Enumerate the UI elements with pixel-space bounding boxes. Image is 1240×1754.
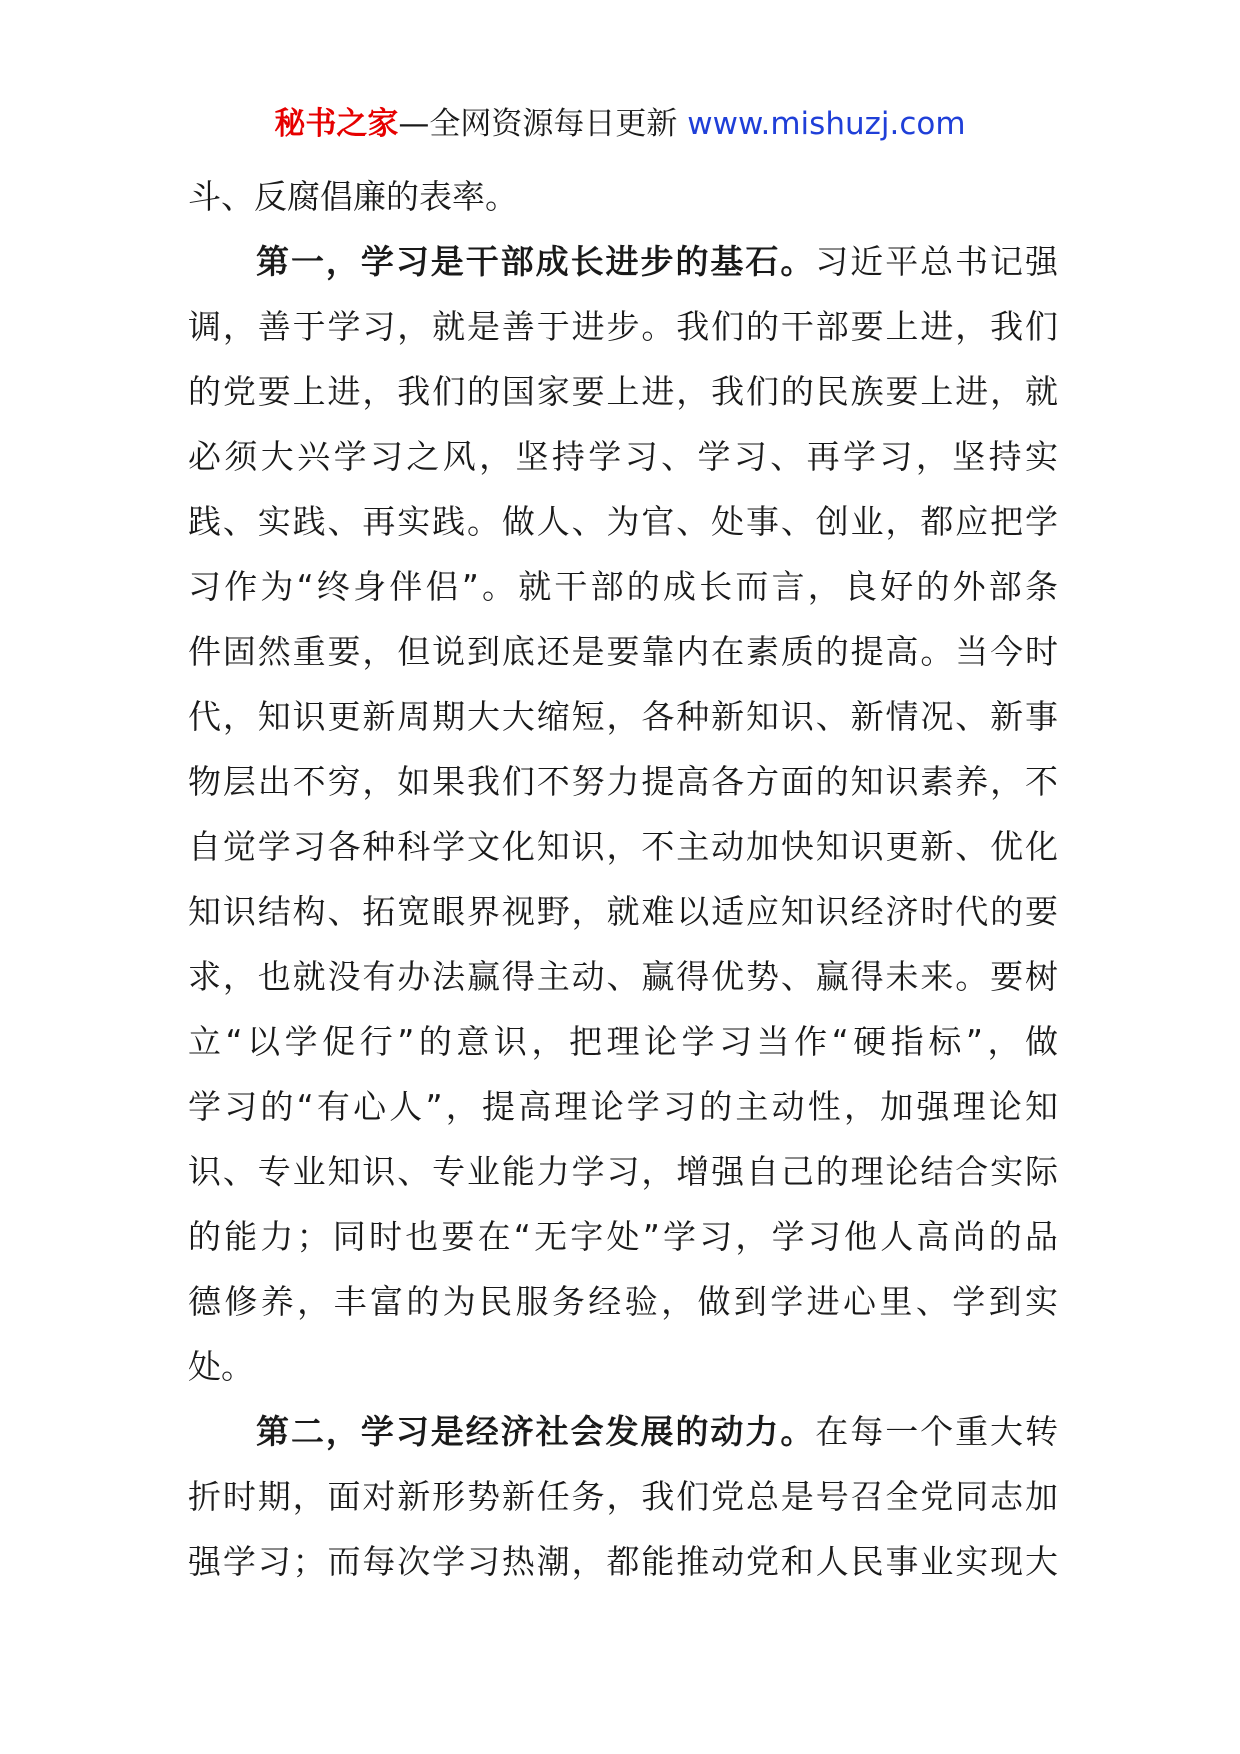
paragraph-line: 学习的“有心人”，提高理论学习的主动性，加强理论知: [188, 1087, 1058, 1126]
paragraph-line: 代，知识更新周期大大缩短，各种新知识、新情况、新事: [188, 697, 1058, 736]
paragraph-line: 知识结构、拓宽眼界视野，就难以适应知识经济时代的要: [188, 892, 1058, 931]
website-link[interactable]: www.mishuzj.com: [687, 106, 966, 142]
paragraph-line: 识、专业知识、专业能力学习，增强自己的理论结合实际: [188, 1152, 1058, 1191]
paragraph-line: 立“以学促行”的意识，把理论学习当作“硬指标”，做: [188, 1022, 1058, 1061]
watermark-header: [0, 104, 1240, 144]
paragraph-line: 第二，学习是经济社会发展的动力。在每一个重大转: [256, 1412, 1058, 1451]
document-body: [188, 164, 1058, 1594]
paragraph-line: 自觉学习各种科学文化知识，不主动加快知识更新、优化: [188, 827, 1058, 866]
paragraph-line: 求，也就没有办法赢得主动、赢得优势、赢得未来。要树: [188, 957, 1058, 996]
header-slogan: —全网资源每日更新: [398, 106, 688, 142]
brand-name: 秘书之家: [274, 106, 399, 142]
paragraph-line: 践、实践、再实践。做人、为官、处事、创业，都应把学: [188, 502, 1058, 541]
section-heading: 第二，学习是经济社会发展的动力。: [256, 1412, 816, 1451]
paragraph-line: 的能力；同时也要在“无字处”学习，学习他人高尚的品: [188, 1217, 1058, 1256]
paragraph-line: 第一，学习是干部成长进步的基石。习近平总书记强: [256, 242, 1058, 281]
paragraph-line: 物层出不穷，如果我们不努力提高各方面的知识素养，不: [188, 762, 1058, 801]
paragraph-line: 斗、反腐倡廉的表率。: [188, 177, 518, 216]
paragraph-line: 习作为“终身伴侣”。就干部的成长而言，良好的外部条: [188, 567, 1058, 606]
paragraph-line: 件固然重要，但说到底还是要靠内在素质的提高。当今时: [188, 632, 1058, 671]
paragraph-line: 德修养，丰富的为民服务经验，做到学进心里、学到实: [188, 1282, 1058, 1321]
paragraph-line: 的党要上进，我们的国家要上进，我们的民族要上进，就: [188, 372, 1058, 411]
paragraph-line: 强学习；而每次学习热潮，都能推动党和人民事业实现大: [188, 1542, 1058, 1581]
paragraph-line: 处。: [188, 1347, 254, 1386]
paragraph-line: 必须大兴学习之风，坚持学习、学习、再学习，坚持实: [188, 437, 1058, 476]
paragraph-line: 调，善于学习，就是善于进步。我们的干部要上进，我们: [188, 307, 1058, 346]
section-heading: 第一，学习是干部成长进步的基石。: [256, 242, 816, 281]
paragraph-line: 折时期，面对新形势新任务，我们党总是号召全党同志加: [188, 1477, 1058, 1516]
